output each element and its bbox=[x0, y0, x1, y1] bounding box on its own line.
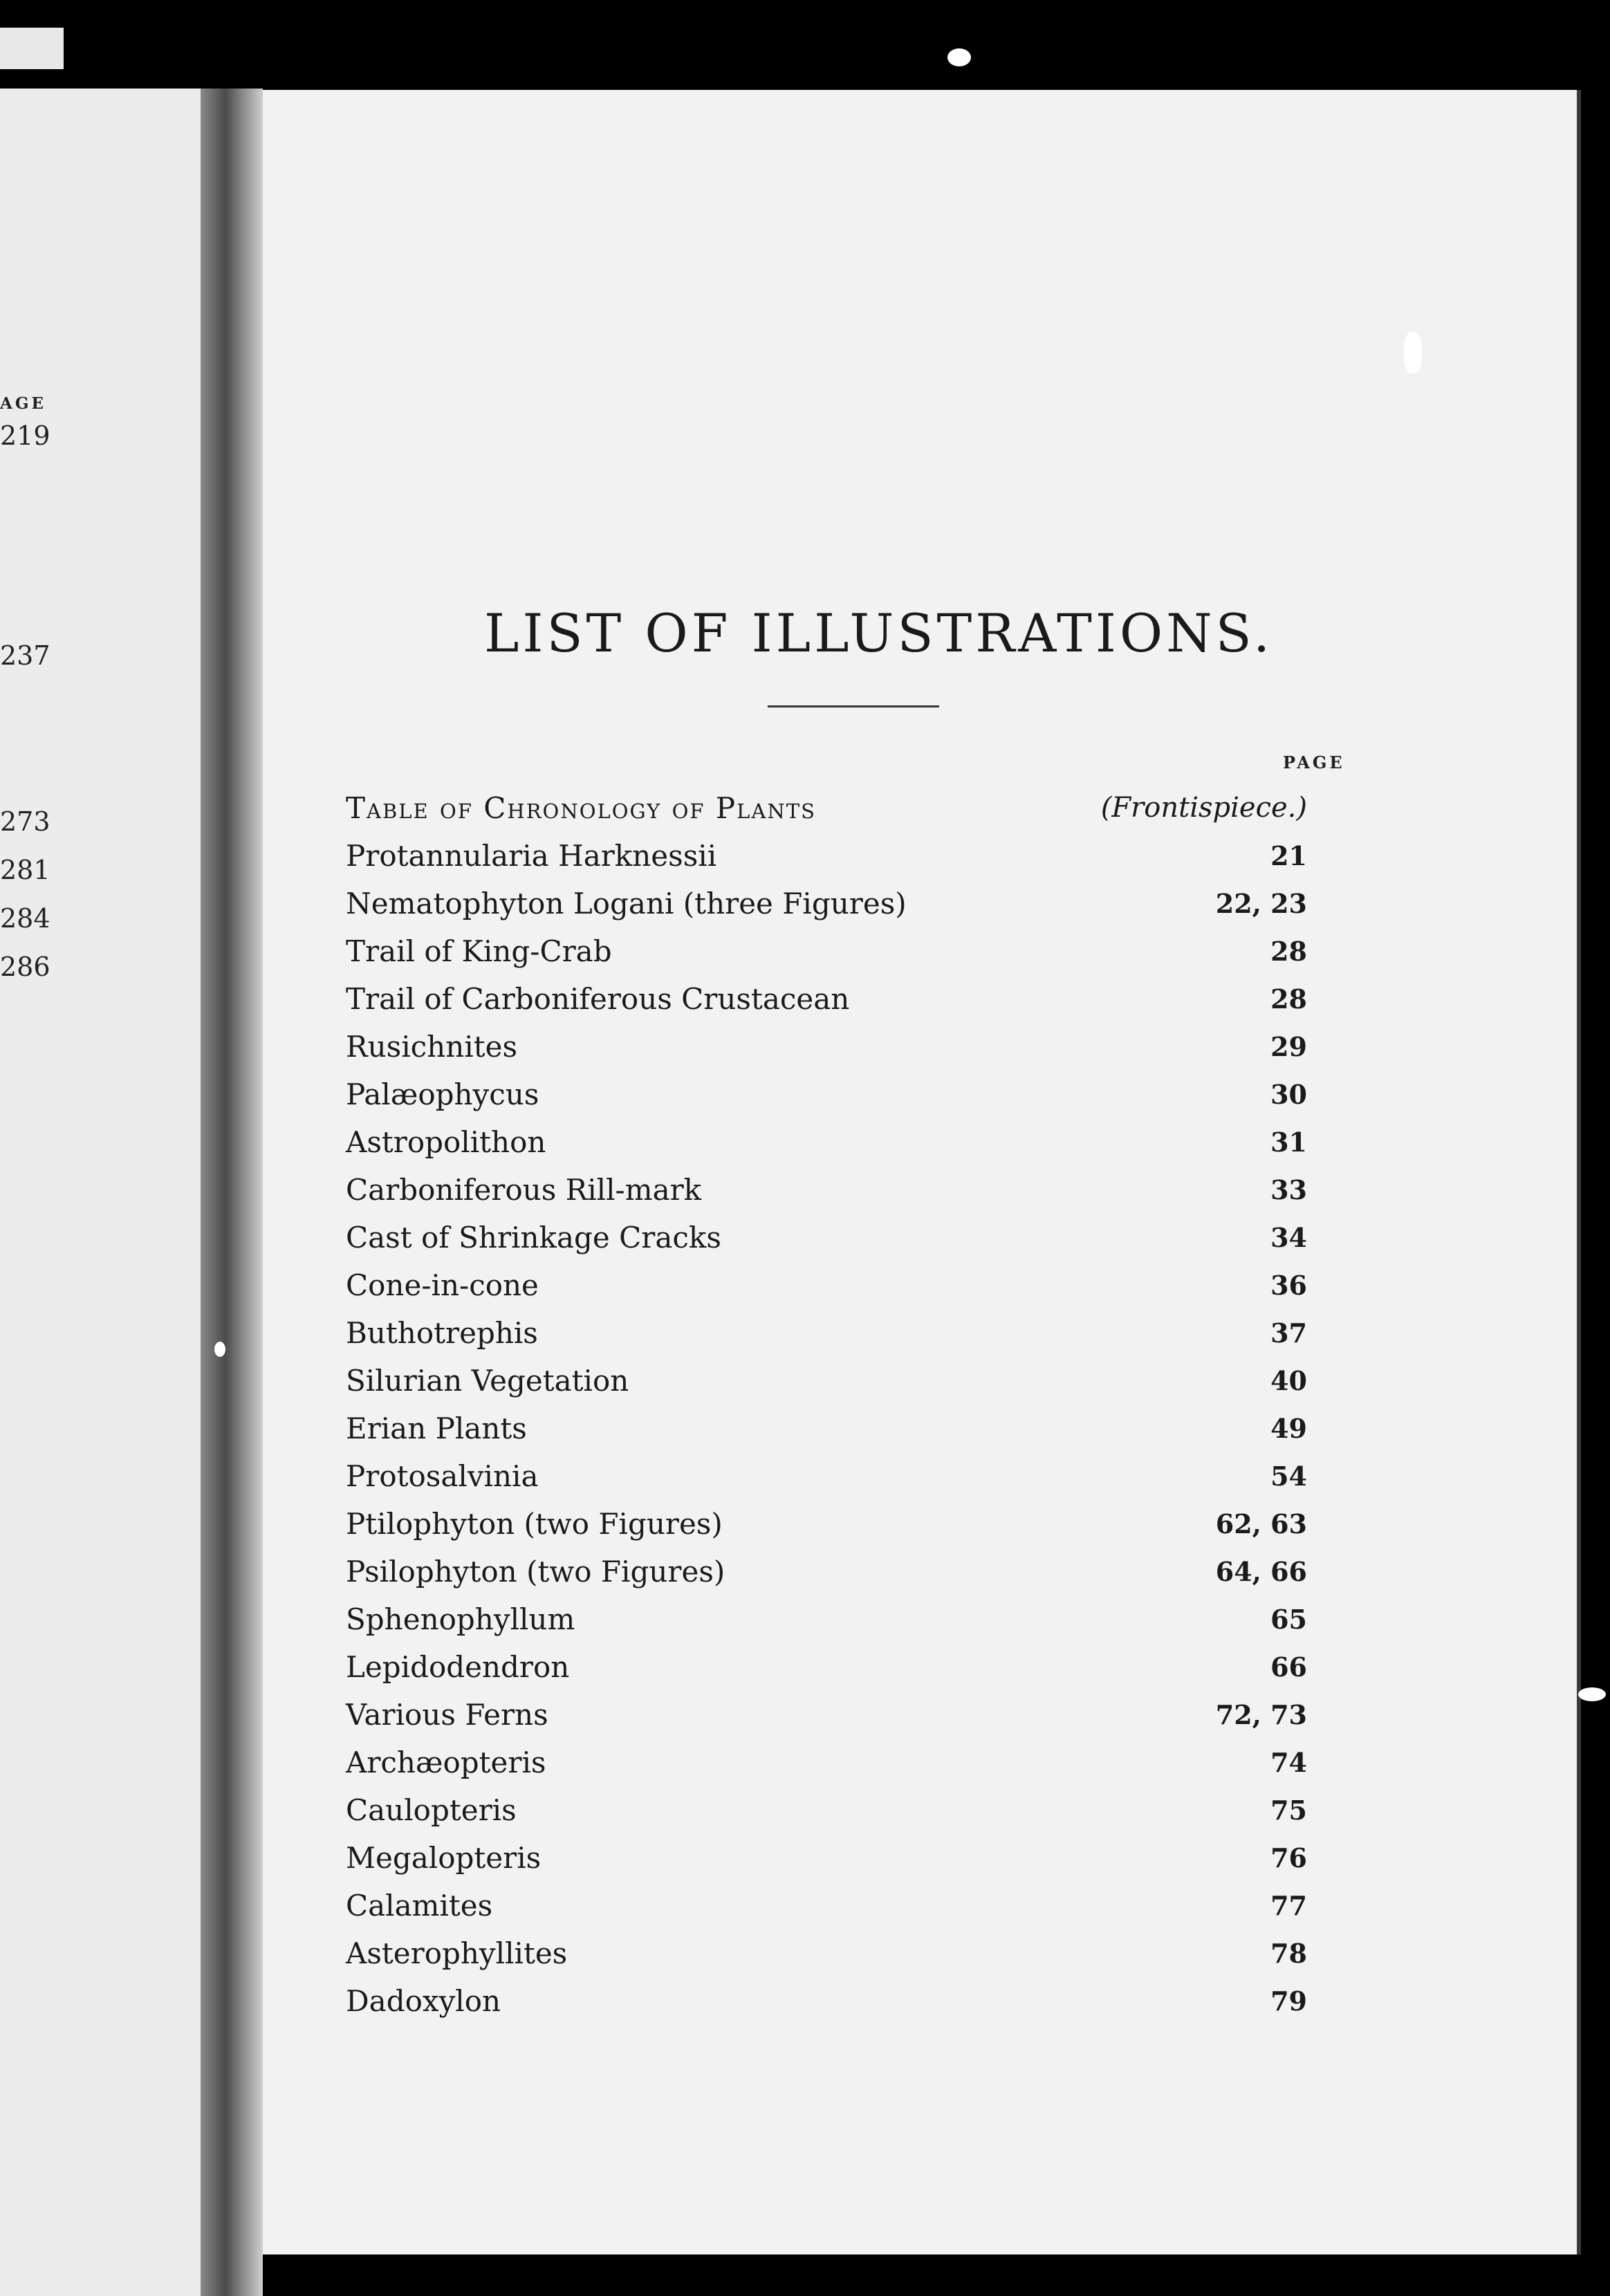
scan-speck bbox=[947, 48, 971, 66]
illustration-page-number: 21 bbox=[1264, 832, 1307, 880]
illustration-page-number: 29 bbox=[1264, 1023, 1307, 1071]
illustration-page-number: 74 bbox=[1264, 1739, 1307, 1786]
illustration-title: Silurian Vegetation bbox=[346, 1357, 636, 1405]
left-page-number: 237 bbox=[0, 640, 50, 671]
illustration-page-number: 31 bbox=[1264, 1118, 1307, 1166]
illustration-title: Nematophyton Logani (three Figures) bbox=[346, 880, 914, 927]
illustration-entry bbox=[346, 1357, 1307, 1405]
illustration-title: Caulopteris bbox=[346, 1786, 524, 1834]
illustration-page-number: 54 bbox=[1264, 1452, 1307, 1500]
illustration-page-number: 75 bbox=[1264, 1786, 1307, 1834]
illustration-entry bbox=[346, 1834, 1307, 1882]
illustration-entry bbox=[346, 1452, 1307, 1500]
illustration-entry bbox=[346, 1118, 1307, 1166]
illustration-entry bbox=[346, 1261, 1307, 1309]
illustration-title: Dadoxylon bbox=[346, 1977, 508, 2025]
illustration-title: Table of Chronology of Plants bbox=[346, 784, 823, 832]
illustration-page-number: 77 bbox=[1264, 1882, 1307, 1929]
illustration-entry bbox=[346, 1691, 1307, 1739]
illustration-entry bbox=[346, 1977, 1307, 2025]
illustration-title: Calamites bbox=[346, 1882, 499, 1929]
illustration-page-number: 33 bbox=[1264, 1166, 1307, 1214]
illustration-entry bbox=[346, 1309, 1307, 1357]
illustration-page-number: 28 bbox=[1264, 927, 1307, 975]
left-page-number: 284 bbox=[0, 903, 50, 934]
illustration-page-number: 22, 23 bbox=[1209, 880, 1307, 927]
title-rule bbox=[768, 705, 939, 707]
illustrations-page bbox=[263, 90, 1581, 2255]
illustration-entry bbox=[346, 1786, 1307, 1834]
illustration-title: Cast of Shrinkage Cracks bbox=[346, 1214, 728, 1261]
illustration-title: Trail of King-Crab bbox=[346, 927, 619, 975]
illustration-entry bbox=[346, 1882, 1307, 1929]
illustration-title: Megalopteris bbox=[346, 1834, 548, 1882]
left-page-number: 219 bbox=[0, 420, 50, 451]
illustration-entry bbox=[346, 880, 1307, 927]
illustration-page-number: 65 bbox=[1264, 1595, 1307, 1643]
illustration-title: Sphenophyllum bbox=[346, 1595, 582, 1643]
illustrations-list bbox=[346, 784, 1307, 2025]
illustration-title: Ptilophyton (two Figures) bbox=[346, 1500, 730, 1548]
illustration-entry bbox=[346, 927, 1307, 975]
illustration-page-number: 76 bbox=[1264, 1834, 1307, 1882]
illustration-title: Trail of Carboniferous Crustacean bbox=[346, 975, 856, 1023]
illustration-page-number: 66 bbox=[1264, 1643, 1307, 1691]
left-page-top-edge bbox=[0, 28, 64, 69]
illustration-title: Carboniferous Rill-mark bbox=[346, 1166, 708, 1214]
illustration-page-number: 28 bbox=[1264, 975, 1307, 1023]
illustration-entry bbox=[346, 784, 1307, 832]
illustration-title: Archæopteris bbox=[346, 1739, 553, 1786]
illustration-page-number: 34 bbox=[1264, 1214, 1307, 1261]
illustration-title: Astropolithon bbox=[346, 1118, 553, 1166]
illustration-title: Protosalvinia bbox=[346, 1452, 546, 1500]
illustration-entry bbox=[346, 1214, 1307, 1261]
illustration-entry bbox=[346, 1739, 1307, 1786]
scan-speck bbox=[1404, 332, 1422, 373]
page-column-heading: PAGE bbox=[1283, 752, 1345, 772]
illustration-page-number: 30 bbox=[1264, 1071, 1307, 1118]
illustration-page-number: 62, 63 bbox=[1209, 1500, 1307, 1548]
illustration-entry bbox=[346, 1643, 1307, 1691]
left-page-number: 281 bbox=[0, 855, 50, 885]
illustration-title: Psilophyton (two Figures) bbox=[346, 1548, 732, 1595]
illustration-page-number: 79 bbox=[1264, 1977, 1307, 2025]
illustration-page-number: 49 bbox=[1264, 1405, 1307, 1452]
illustration-title: Buthotrephis bbox=[346, 1309, 545, 1357]
scan-speck bbox=[1578, 1687, 1606, 1701]
left-page-number: 273 bbox=[0, 806, 50, 837]
illustration-title: Lepidodendron bbox=[346, 1643, 576, 1691]
illustration-entry bbox=[346, 1929, 1307, 1977]
illustration-title: Rusichnites bbox=[346, 1023, 524, 1071]
illustration-entry bbox=[346, 1548, 1307, 1595]
illustration-title: Erian Plants bbox=[346, 1405, 534, 1452]
illustration-page-number: 37 bbox=[1264, 1309, 1307, 1357]
book-gutter-shadow bbox=[201, 89, 263, 2296]
illustration-entry bbox=[346, 1166, 1307, 1214]
page-title: LIST OF ILLUSTRATIONS. bbox=[484, 602, 1274, 664]
left-page-number: 286 bbox=[0, 952, 50, 982]
illustration-entry bbox=[346, 1405, 1307, 1452]
illustration-page-number: 72, 73 bbox=[1209, 1691, 1307, 1739]
illustration-entry bbox=[346, 1595, 1307, 1643]
illustration-title: Asterophyllites bbox=[346, 1929, 574, 1977]
illustration-entry bbox=[346, 1023, 1307, 1071]
illustration-title: Protannularia Harknessii bbox=[346, 832, 723, 880]
illustration-title: Various Ferns bbox=[346, 1691, 555, 1739]
illustration-title: Cone-in-cone bbox=[346, 1261, 546, 1309]
illustration-page-number: 78 bbox=[1264, 1929, 1307, 1977]
illustration-entry bbox=[346, 975, 1307, 1023]
illustration-page-number: (Frontispiece.) bbox=[1094, 784, 1307, 832]
illustration-page-number: 40 bbox=[1264, 1357, 1307, 1405]
left-page-heading: AGE bbox=[0, 394, 47, 413]
illustration-entry bbox=[346, 832, 1307, 880]
illustration-entry bbox=[346, 1500, 1307, 1548]
illustration-entry bbox=[346, 1071, 1307, 1118]
illustration-page-number: 64, 66 bbox=[1209, 1548, 1307, 1595]
left-facing-page bbox=[0, 89, 201, 2296]
illustration-title: Palæophycus bbox=[346, 1071, 546, 1118]
scan-speck bbox=[214, 1342, 225, 1357]
illustration-page-number: 36 bbox=[1264, 1261, 1307, 1309]
